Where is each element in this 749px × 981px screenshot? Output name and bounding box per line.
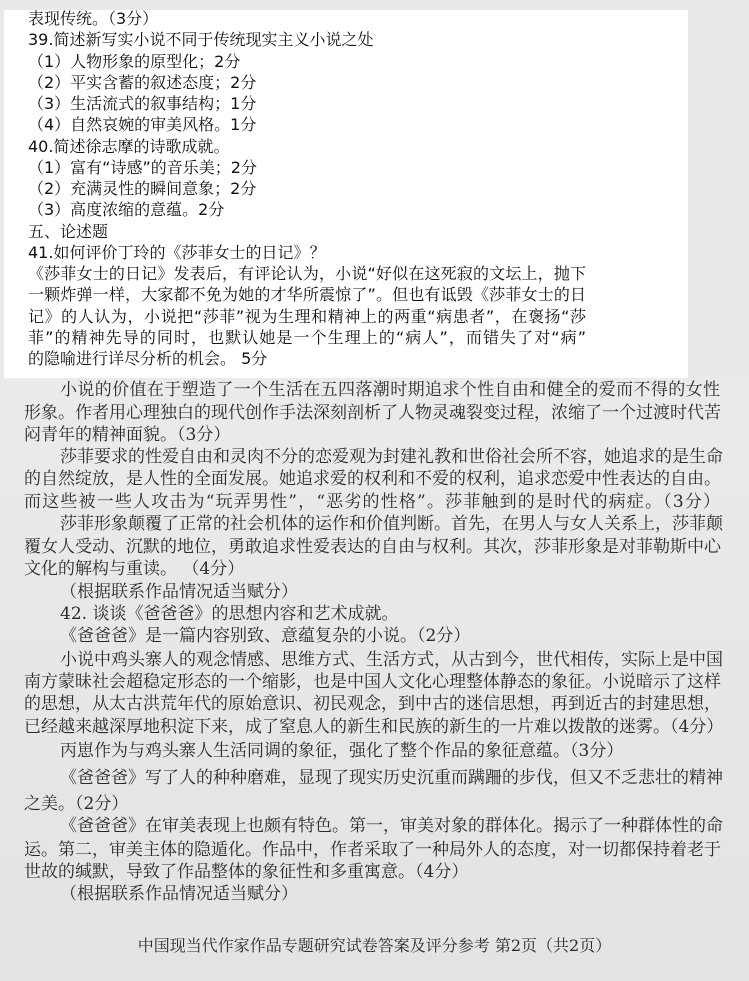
- typed-answer-section: [4, 10, 688, 378]
- text-line: （1）人物形象的原型化；2分: [28, 51, 241, 71]
- text-line: 覆女人受动、沉默的地位，勇敢追求性爱表达的自由与权利。其次，莎菲形象是对菲勒斯中心: [24, 537, 721, 557]
- text-line: 42. 谈谈《爸爸爸》的思想内容和艺术成就。: [60, 604, 399, 624]
- text-line: 小说的价值在于塑造了一个生活在五四落潮时期追求个性自由和健全的爱而不得的女性: [60, 380, 720, 400]
- text-line: 南方蒙昧社会超稳定形态的一个缩影，也是中国人文化心理整体静态的象征。小说暗示了这样: [24, 672, 721, 692]
- text-line: 的思想，从太古洪荒年代的原始意识、初民观念，到中古的迷信思想，再到近古的封建思想，: [24, 694, 721, 714]
- text-line: 世故的缄默，导致了作品整体的象征性和多重寓意。（4分）: [24, 862, 469, 882]
- text-line: （根据联系作品情况适当赋分）: [60, 884, 298, 904]
- text-line: （1）富有“诗感”的音乐美；2分: [28, 157, 257, 177]
- text-line: 记》的人认为，小说把“莎菲”视为生理和精神上的两重“病患者”，在褒扬“莎: [28, 306, 586, 326]
- text-line: 运。第二，审美主体的隐遁化。作品中，作者采取了一种局外人的态度，对一切都保持着老于: [24, 840, 721, 860]
- text-line: （3）生活流式的叙事结构；1分: [28, 94, 257, 113]
- text-line: 五、论述题: [28, 221, 109, 241]
- text-line: 39.简述新写实小说不同于传统现实主义小说之处: [28, 30, 374, 50]
- text-line: 莎菲要求的性爱自由和灵肉不分的恋爱观为封建礼教和世俗社会所不容，她追求的是生命: [60, 447, 723, 467]
- text-line: 一颗炸弹一样，大家都不免为她的才华所震惊了”。但也有诋毁《莎菲女士的日: [28, 285, 586, 305]
- text-line: 表现传统。（3分）: [28, 9, 159, 28]
- text-line: （2）充满灵性的瞬间意象；2分: [28, 179, 257, 198]
- scanned-answer-section: [0, 378, 749, 981]
- text-line: 闷青年的精神面貌。（3分）: [24, 425, 231, 445]
- text-line: 《莎菲女士的日记》发表后，有评论认为，小说“好似在这死寂的文坛上，抛下: [28, 264, 586, 283]
- text-line: 文化的解构与重读。 （4分）: [24, 559, 245, 579]
- text-line: 的自然绽放，是人性的全面发展。她追求爱的权利和不爱的权利，追求恋爱中性表达的自由。: [24, 469, 721, 489]
- text-line: 小说中鸡头寨人的观念情感、思维方式、生活方式，从古到今，世代相传，实际上是中国: [60, 650, 723, 670]
- text-line: 《爸爸爸》在审美表现上也颇有特色。第一，审美对象的群体化。揭示了一种群体性的命: [60, 816, 723, 836]
- text-line: 形象。作者用心理独白的现代创作手法深刻剖析了人物灵魂裂变过程，浓缩了一个过渡时代苦: [24, 403, 721, 423]
- text-line: 已经越来越深厚地积淀下来，成了窒息人的新生和民族的新生的一片难以拨散的迷雾。（4分）: [24, 717, 724, 737]
- text-line: 《爸爸爸》是一篇内容别致、意蕴复杂的小说。（2分）: [60, 626, 471, 646]
- text-line: 的隐喻进行详尽分析的机会。 5分: [28, 349, 268, 368]
- text-line: 41.如何评价丁玲的《莎菲女士的日记》？: [28, 242, 326, 262]
- text-line: （3）高度浓缩的意蕴。2分: [28, 200, 225, 220]
- text-line: 之美。（2分）: [24, 794, 129, 814]
- text-line: 莎菲形象颠覆了正常的社会机体的运作和价值判断。首先，在男人与女人关系上，莎菲颠: [60, 514, 723, 534]
- text-line: （4）自然哀婉的审美风格。1分: [28, 115, 257, 135]
- text-line: 《爸爸爸》写了人的种种磨难，显现了现实历史沉重而蹒跚的步伐，但又不乏悲壮的精神: [60, 768, 723, 788]
- text-line: （根据联系作品情况适当赋分）: [60, 582, 298, 602]
- text-line: （2）平实含蓄的叙述态度；2分: [28, 72, 257, 92]
- text-line: 丙崽作为与鸡头寨人生活同调的象征，强化了整个作品的象征意蕴。（3分）: [60, 741, 624, 761]
- text-line: 菲”的精神先导的同时，也默认她是一个生理上的“病人”，而错失了对“病”: [28, 327, 586, 347]
- text-line: 而这些被一些人攻击为“玩弄男性”，“恶劣的性格”。莎菲触到的是时代的病症。（3分）: [24, 492, 720, 512]
- text-line: 40.简述徐志摩的诗歌成就。: [28, 136, 230, 156]
- page-footer: 中国现当代作家作品专题研究试卷答案及评分参考 第2页（共2页）: [137, 936, 612, 955]
